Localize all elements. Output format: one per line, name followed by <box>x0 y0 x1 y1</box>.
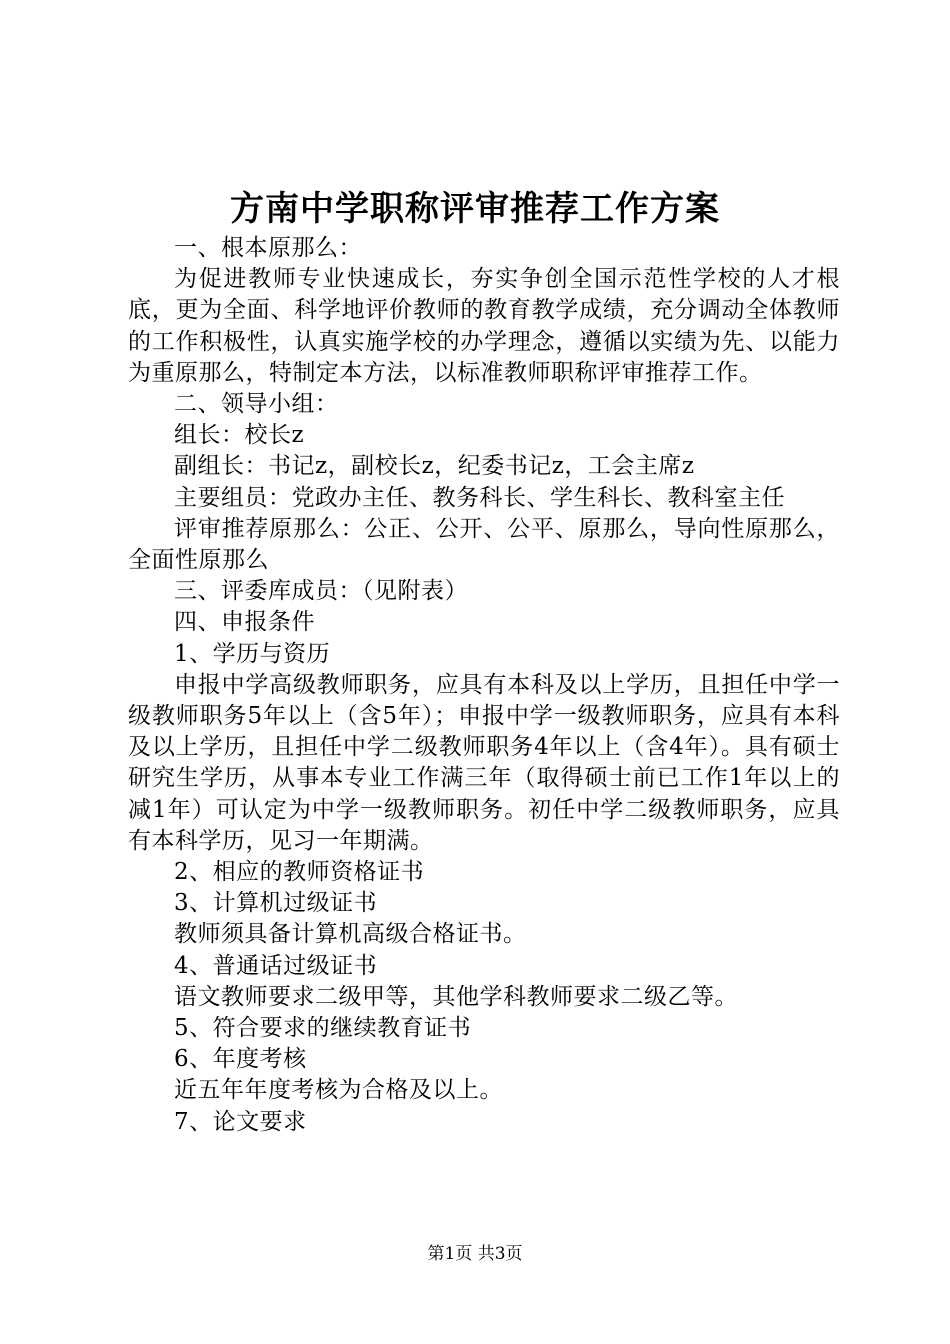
section-heading-leadership: 二、领导小组： <box>174 391 339 418</box>
item-mandarin-certificate: 4、普通话过级证书 <box>174 952 378 979</box>
paragraph-computer-requirement: 教师须具备计算机高级合格证书。 <box>174 921 527 948</box>
item-paper-requirement: 7、论文要求 <box>174 1108 307 1135</box>
paragraph-purpose: 为促进教师专业快速成长，夯实争创全国示范性学校的人才根底，更为全面、科学地评价教师的教育教学成绩，充分调动全体教师的工作积极性，认真实施学校的办学理念，遵循以实绩为先、以能力为重原那么，特制定本方法，以标准教师职称评审推荐工作。 <box>128 266 840 386</box>
paragraph-main-members: 主要组员：党政办主任、教务科长、学生科长、教科室主任 <box>174 484 785 511</box>
item-annual-assessment: 6、年度考核 <box>174 1046 307 1073</box>
paragraph-assessment-requirement: 近五年年度考核为合格及以上。 <box>174 1077 503 1104</box>
paragraph-deputy-leaders: 副组长：书记z，副校长z，纪委书记z，工会主席z <box>174 453 695 480</box>
paragraph-mandarin-requirement: 语文教师要求二级甲等，其他学科教师要求二级乙等。 <box>174 983 738 1010</box>
document-body <box>128 233 840 1138</box>
section-heading-principles: 一、根本原那么： <box>174 235 362 261</box>
item-teacher-certificate: 2、相应的教师资格证书 <box>174 859 425 886</box>
paragraph-education-requirements: 申报中学高级教师职务，应具有本科及以上学历，且担任中学一级教师职务5年以上（含5年）；申报中学一级教师职务，应具有本科及以上学历，且担任中学二级教师职务4年以上（含4年）。具有硕士研究生学历，从事本专业工作满三年（取得硕士前已工作1年以上的减1年）可认定为中学一级教师职务。初任中学二级教师职务，应具有本科学历，见习一年期满。 <box>128 671 840 854</box>
paragraph-review-principles: 评审推荐原那么：公正、公开、公平、原那么，导向性原那么，全面性原那么 <box>128 515 840 574</box>
item-computer-certificate: 3、计算机过级证书 <box>174 890 378 917</box>
document-title: 方南中学职称评审推荐工作方案 <box>230 189 720 229</box>
section-heading-committee: 三、评委库成员：（见附表） <box>174 578 468 605</box>
item-continuing-education: 5、符合要求的继续教育证书 <box>174 1015 472 1042</box>
item-education-qualification: 1、学历与资历 <box>174 640 331 667</box>
section-heading-conditions: 四、申报条件 <box>174 609 315 636</box>
paragraph-leader: 组长：校长z <box>174 422 305 449</box>
page-indicator: 第1页 共3页 <box>427 1244 523 1264</box>
